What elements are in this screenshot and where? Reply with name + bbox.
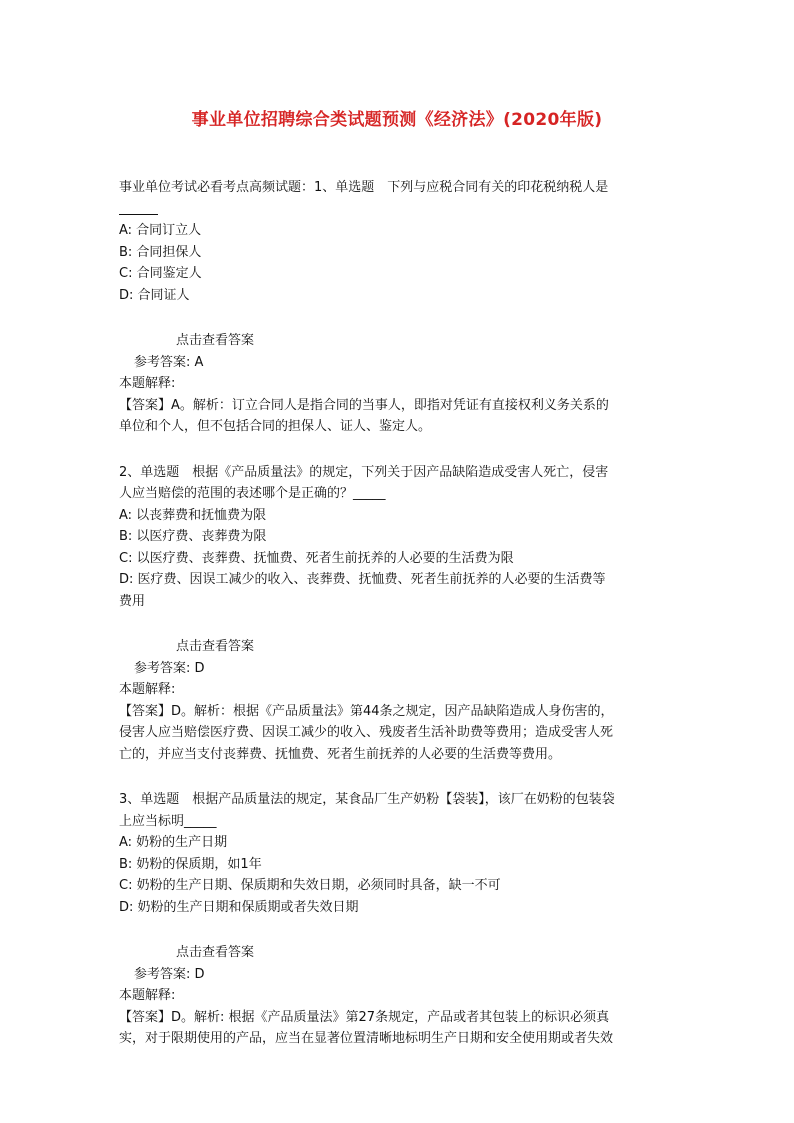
- question-1: [119, 177, 679, 438]
- option-c[interactable]: C: 以医疗费、丧葬费、抚恤费、死者生前抚养的人必要的生活费为限: [119, 550, 514, 566]
- option-d[interactable]: D: 奶粉的生产日期和保质期或者失效日期: [119, 899, 359, 915]
- view-answer-link[interactable]: 点击查看答案: [176, 333, 255, 348]
- explanation-line: 实，对于限期使用的产品，应当在显著位置清晰地标明生产日期和安全使用期或者失效: [119, 1031, 614, 1046]
- explanation-line: 侵害人应当赔偿医疗费、因误工减少的收入、残废者生活补助费等费用；造成受害人死: [119, 725, 614, 740]
- document-body: [119, 177, 679, 1050]
- reference-answer: 参考答案: D: [134, 966, 205, 982]
- question-stem: 事业单位考试必看考点高频试题：1、单选题 下列与应税合同有关的印花税纳税人是: [119, 180, 609, 195]
- option-a[interactable]: A: 以丧葬费和抚恤费为限: [119, 507, 267, 523]
- explanation-label: 本题解释:: [119, 682, 176, 697]
- explanation-line: 【答案】A。解析：订立合同人是指合同的当事人，即指对凭证有直接权利义务关系的: [119, 397, 609, 413]
- reference-answer: 参考答案: A: [134, 354, 204, 370]
- explanation-label: 本题解释:: [119, 376, 176, 391]
- option-c[interactable]: C: 奶粉的生产日期、保质期和失效日期，必须同时具备，缺一不可: [119, 878, 501, 893]
- view-answer-link[interactable]: 点击查看答案: [176, 639, 255, 654]
- option-b[interactable]: B: 合同担保人: [119, 244, 202, 260]
- explanation-line: 单位和个人，但不包括合同的担保人、证人、鉴定人。: [119, 419, 432, 434]
- option-d-cont: 费用: [119, 593, 146, 609]
- option-a[interactable]: A: 合同订立人: [119, 223, 202, 238]
- option-b[interactable]: B: 以医疗费、丧葬费为限: [119, 529, 267, 544]
- option-d[interactable]: D: 合同证人: [119, 287, 190, 303]
- question-stem-cont: 上应当标明_____: [119, 813, 217, 829]
- question-stem: 2、单选题 根据《产品质量法》的规定，下列关于因产品缺陷造成受害人死亡，侵害: [119, 464, 609, 480]
- document-title: 事业单位招聘综合类试题预测《经济法》(2020年版): [191, 110, 603, 130]
- question-3: [119, 789, 679, 1050]
- question-stem-blank: [119, 199, 679, 221]
- reference-answer: 参考答案: D: [134, 660, 205, 676]
- question-stem: 3、单选题 根据产品质量法的规定，某食品厂生产奶粉【袋装】，该厂在奶粉的包装袋: [119, 792, 615, 807]
- option-a[interactable]: A: 奶粉的生产日期: [119, 835, 228, 850]
- explanation-label: 本题解释:: [119, 988, 176, 1003]
- option-b[interactable]: B: 奶粉的保质期，如1年: [119, 856, 262, 872]
- option-c[interactable]: C: 合同鉴定人: [119, 266, 202, 281]
- option-d[interactable]: D: 医疗费、因误工减少的收入、丧葬费、抚恤费、死者生前抚养的人必要的生活费等: [119, 572, 606, 587]
- explanation-line: 【答案】D。解析：根据《产品质量法》第44条之规定，因产品缺陷造成人身伤害的，: [119, 703, 614, 719]
- question-2: [119, 462, 679, 766]
- explanation-line: 【答案】D。解析: 根据《产品质量法》第27条规定，产品或者其包装上的标识必须真: [119, 1009, 610, 1025]
- view-answer-link[interactable]: 点击查看答案: [176, 945, 255, 960]
- explanation-line: 亡的，并应当支付丧葬费、抚恤费、死者生前抚养的人必要的生活费等费用。: [119, 746, 562, 762]
- question-stem-cont: 人应当赔偿的范围的表述哪个是正确的？_____: [119, 486, 386, 501]
